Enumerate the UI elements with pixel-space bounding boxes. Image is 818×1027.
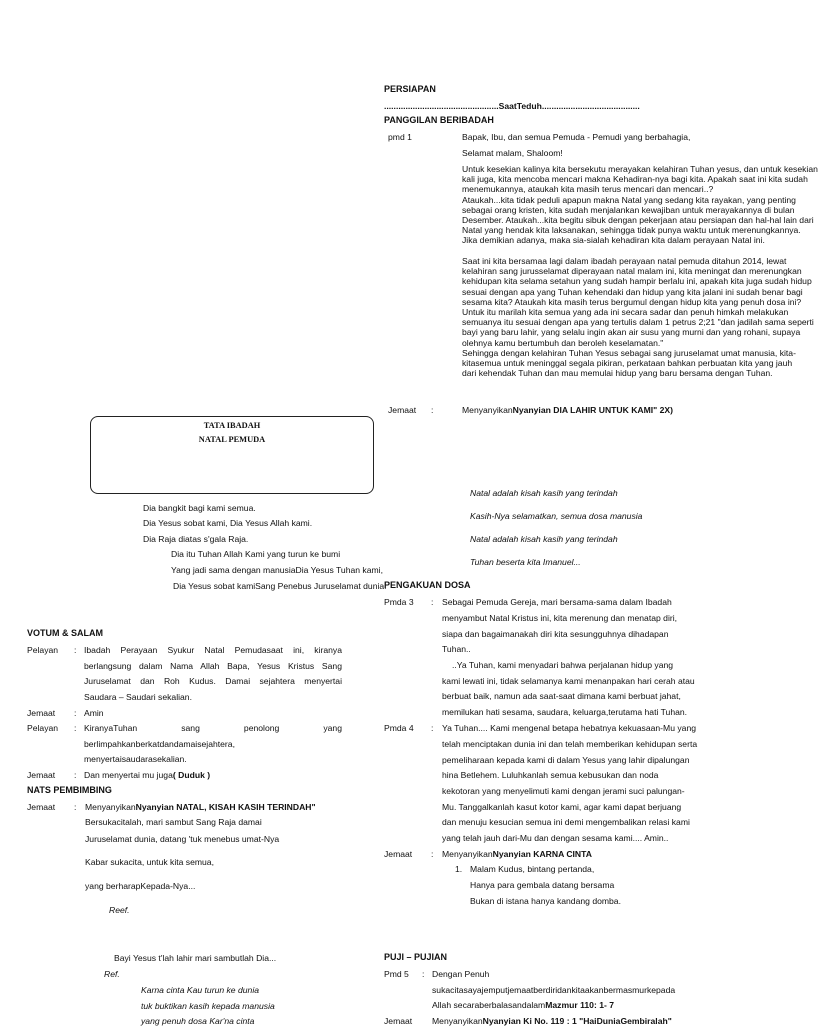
song-line: yang penuh dosa Kar'na cinta: [141, 1016, 255, 1026]
jemaat-label: Jemaat: [384, 849, 413, 859]
paragraph-line: Desember. Ataukah...kita begitu sibuk dengan pekerjaan atau persiapan dan hal-hal lain dari: [462, 215, 814, 226]
pelayan-label: Pelayan: [27, 723, 59, 733]
refrain-label: Reef.: [109, 905, 130, 915]
saat-teduh-line: ................................................SaatTeduh.........................................: [384, 101, 640, 111]
paragraph-line: olehnya kamu bertumbuh dan beroleh keselamatan.": [462, 337, 664, 348]
jemaat-sing-line: [85, 802, 316, 813]
title-line: TATA IBADAH: [203, 421, 261, 430]
word: KiranyaTuhan: [84, 723, 138, 733]
song-line: Bersukacitalah, mari sambut Sang Raja damai: [85, 817, 262, 827]
title-box: [90, 416, 374, 494]
colon: :: [431, 405, 434, 415]
pelayan-label: Pelayan: [27, 645, 59, 655]
song-line: yang berharapKepada-Nya...: [85, 881, 196, 891]
hymn-line: Dia Yesus sobat kami, Dia Yesus Allah kami.: [143, 518, 313, 528]
pmda3-line: memilukan hati sesama, saudara, keluarga,terutama hati Tuhan.: [442, 707, 688, 717]
song-line: Malam Kudus, bintang pertanda,: [470, 864, 595, 874]
jemaat-sing-line: [442, 849, 592, 860]
refrain-label: Ref.: [104, 969, 120, 979]
pmda3-line: kami lewati ini, tidak selamanya kami menanpakan hari cerah atau: [442, 676, 695, 686]
hymn-line: Dia itu Tuhan Allah Kami yang turun ke bumi: [171, 549, 341, 559]
pmda4-line: Mu. Tanggalkanlah kasut kotor kami, agar kami dapat berjuang: [442, 802, 682, 812]
pmd5-line: Dengan Penuh: [432, 969, 490, 979]
colon: :: [74, 770, 77, 780]
panggilan-paragraph-1: [462, 164, 818, 246]
song-line: Natal adalah kisah kasih yang terindah: [470, 534, 618, 544]
paragraph-line: semuanya itu sesuai dengan apa yang tertulis dalam 1 petrus 2;21 "dan jadilah sama seperti: [462, 317, 814, 328]
panggilan-paragraph-2: [462, 256, 814, 378]
song-line: Hanya para gembala datang bersama: [470, 880, 615, 890]
paragraph-line: kehidupan kita selama setahun yang sudah hampir berlalu ini, apakah kita juga sudah hidup: [462, 276, 812, 287]
jemaat-response: Amin: [84, 708, 104, 718]
paragraph-line: Ataukah...kita tidak peduli apapun makna Natal yang sedang kita rayakan, yang penting: [462, 194, 796, 205]
votum-line: berlangsung dalam Nama Allah Bapa, Yesus Kristus Sang: [84, 661, 342, 671]
sing-prefix: Menyanyikan: [462, 405, 513, 415]
hymn-line: Dia bangkit bagi kami semua.: [143, 503, 256, 513]
jemaat-label: Jemaat: [388, 405, 417, 415]
pmda4-line: kekotoran yang menyelimuti kami dengan jerami suci palungan-: [442, 786, 685, 796]
song-line: Natal adalah kisah kasih yang terindah: [470, 488, 618, 498]
jemaat-label: Jemaat: [27, 708, 56, 718]
sing-prefix: Menyanyikan: [432, 1016, 483, 1026]
votum-line: Saudara – Saudari sekalian.: [84, 692, 192, 702]
colon: :: [422, 969, 425, 979]
response-text: Dan menyertai mu juga: [84, 770, 173, 780]
colon: :: [431, 597, 434, 607]
pmda3-line: berbuat baik, namun ada saat-saat dimana kami berbuat jahat,: [442, 691, 681, 701]
votum-line: [84, 723, 342, 734]
pmda3-line: menyambut Natal Kristus ini, kita merenung dan menatap diri,: [442, 613, 678, 623]
pmda4-line: telah menciptakan dunia ini dan telah memberikan kehidupan serta: [442, 739, 698, 749]
hymn-line: Dia Raja diatas s'gala Raja.: [143, 534, 249, 544]
jemaat-sing-line: [432, 1016, 672, 1027]
section-panggilan-beribadah: PANGGILAN BERIBADAH: [384, 115, 494, 125]
colon: :: [74, 802, 77, 812]
pmd5-line: sukacitasayajemputjemaatberdiridankitaakanbermasmurkepada: [432, 985, 676, 995]
paragraph-line: Jika demikian adanya, maka sia-sialah kehadiran kita dalam perayaan Natal ini.: [462, 235, 765, 246]
song-line: Kabar sukacita, untuk kita semua,: [85, 857, 214, 867]
pmda3-line: ..Ya Tuhan, kami menyadari bahwa perjalanan hidup yang: [452, 660, 674, 670]
votum-line: Ibadah Perayaan Syukur Natal Pemudasaat ini, kiranya: [84, 645, 342, 655]
sing-prefix: Menyanyikan: [85, 802, 136, 812]
paragraph-line: kelahiran sang jurusselamat diperayaan natal malam ini, kita meningat dan merenungkan: [462, 266, 802, 277]
paragraph-line: sebagai orang kristen, kita sudah menjalankan kewajiban untuk merayakannya di bulan: [462, 204, 795, 215]
pmd5-label: Pmd 5: [384, 969, 409, 979]
song-title: Nyanyian KARNA CINTA: [492, 849, 592, 859]
pmd1-line: Selamat malam, Shaloom!: [462, 148, 563, 158]
paragraph-line: Untuk itu marilah kita semua yang ada ini secara sadar dan penuh himkah melakukan: [462, 307, 789, 318]
paragraph-line: kali juga, kita mencoba mencari makna Kehadiran-nya bagi kita. Apakah saat ini kita sudah: [462, 174, 808, 185]
votum-line: menyertaisaudarasekalian.: [84, 754, 187, 764]
word: sang: [181, 723, 200, 733]
pmda4-line: hina Betlehem. Luluhkanlah semua kebusukan dan noda: [442, 770, 659, 780]
paragraph-line: menemukannya, ataukah kita masih terus mencari dan mencari..?: [462, 184, 714, 195]
song-line: Kasih-Nya selamatkan, semua dosa manusia: [470, 511, 643, 521]
colon: :: [74, 723, 77, 733]
pmda3-line: siapa dan bagaimanakah diri kita sesungguhnya dihadapan: [442, 629, 669, 639]
pmda4-label: Pmda 4: [384, 723, 414, 733]
pmd1-line: Bapak, Ibu, dan semua Pemuda - Pemudi yang berbahagia,: [462, 132, 691, 142]
colon: :: [74, 645, 77, 655]
paragraph-line: sesuai dengan apa yang Tuhan kehendaki dan hidup yang kita jalani ini sudah benar bagi: [462, 286, 803, 297]
psalm-reference: Mazmur 110: 1- 7: [545, 1000, 615, 1010]
section-votum-salam: VOTUM & SALAM: [27, 628, 103, 638]
jemaat-label: Jemaat: [27, 770, 56, 780]
votum-line: berlimpahkanberkatdandamaisejahtera,: [84, 739, 235, 749]
sing-prefix: Menyanyikan: [442, 849, 493, 859]
hymn-line: Yang jadi sama dengan manusiaDia Yesus Tuhan kami,: [171, 565, 383, 575]
pmda4-line: yang telah jauh dari-Mu dan dengan sesama kami.... Amin..: [442, 833, 669, 843]
song-title: Nyanyian NATAL, KISAH KASIH TERINDAH": [135, 802, 316, 812]
colon: :: [431, 723, 434, 733]
pmda4-line: dan menuju kesucian semua ini demi mengembalikan relasi kami: [442, 817, 690, 827]
pmda4-line: pemeliharaan kepada kami di dalam Yesus yang lahir dipalungan: [442, 755, 690, 765]
jemaat-response: [84, 770, 210, 781]
paragraph-line: dari kehendak Tuhan dan mau memulai hidup yang baru bersama dengan Tuhan.: [462, 368, 773, 379]
song-line: tuk buktikan kasih kepada manusia: [141, 1001, 275, 1011]
song-number: 1.: [455, 864, 463, 874]
votum-line: Juruselamat dan Roh Kudus. Damai sejahtera menyertai: [84, 676, 342, 686]
word: yang: [323, 723, 342, 733]
jemaat-label: Jemaat: [27, 802, 56, 812]
pmda3-line: Tuhan..: [442, 644, 471, 654]
paragraph-line: Saat ini kita bersamaa lagi dalam ibadah perayaan natal pemuda ditahun 2014, lewat: [462, 256, 787, 266]
song-line: Tuhan beserta kita Imanuel...: [470, 557, 581, 567]
song-title: Nyanyian Ki No. 119 : 1 "HaiDuniaGembiralah": [482, 1016, 672, 1026]
section-persiapan: PERSIAPAN: [384, 84, 436, 94]
word: penolong: [243, 723, 280, 733]
paragraph-line: Untuk kesekian kalinya kita bersekutu merayakan kelahiran Tuhan yesus, dan untuk kesekian: [462, 164, 818, 174]
section-pengakuan-dosa: PENGAKUAN DOSA: [384, 580, 471, 590]
paragraph-line: Natal yang hendak kita laksanakan, sehingga tidak punya waktu untuk merenungkannya.: [462, 225, 801, 236]
song-line: Bayi Yesus t'lah lahir mari sambutlah Dia...: [114, 953, 277, 963]
section-puji-pujian: PUJI – PUJIAN: [384, 952, 448, 962]
paragraph-line: Sehingga dengan kelahiran Tuhan Yesus sebagai sang juruselamat umat manusia, kita-: [462, 347, 796, 358]
colon: :: [74, 708, 77, 718]
song-line: Juruselamat dunia, datang 'tuk menebus umat-Nya: [85, 834, 280, 844]
section-nats-pembimbing: NATS PEMBIMBING: [27, 785, 112, 795]
colon: :: [431, 849, 434, 859]
pmda3-line: Sebagai Pemuda Gereja, mari bersama-sama dalam Ibadah: [442, 597, 672, 607]
song-line: Bukan di istana hanya kandang domba.: [470, 896, 621, 906]
pmd5-line: [432, 1000, 614, 1011]
song-title: Nyanyian DIA LAHIR UNTUK KAMI" 2X): [512, 405, 674, 415]
paragraph-line: kitasemua untuk meninggal segala pikiran, perkataan bahkan perbuatan kita yang jauh: [462, 358, 793, 369]
title-line: NATAL PEMUDA: [198, 434, 266, 444]
paragraph-line: sesama kita? Ataukah kita masih terus bergumul dengan hidup kita yang penuh dosa ini?: [462, 296, 802, 307]
pmd1-label: pmd 1: [388, 132, 412, 142]
hymn-line: Dia Yesus sobat kamiSang Penebus Juruselamat dunia.: [173, 581, 387, 591]
jemaat-sing-line: [462, 405, 673, 416]
pmda3-label: Pmda 3: [384, 597, 414, 607]
paragraph-line: bayi yang baru lahir, yang selalu ingin akan air susu yang murni dan yang rohani, supaya: [462, 327, 801, 338]
pmd5-text: Allah secaraberbalasandalam: [432, 1000, 546, 1010]
song-line: Karna cinta Kau turun ke dunia: [141, 985, 260, 995]
jemaat-label: Jemaat: [384, 1016, 413, 1026]
pmda4-line: Ya Tuhan.... Kami mengenal betapa hebatnya kekuasaan-Mu yang: [442, 723, 697, 733]
response-instruction: ( Duduk ): [172, 770, 211, 780]
